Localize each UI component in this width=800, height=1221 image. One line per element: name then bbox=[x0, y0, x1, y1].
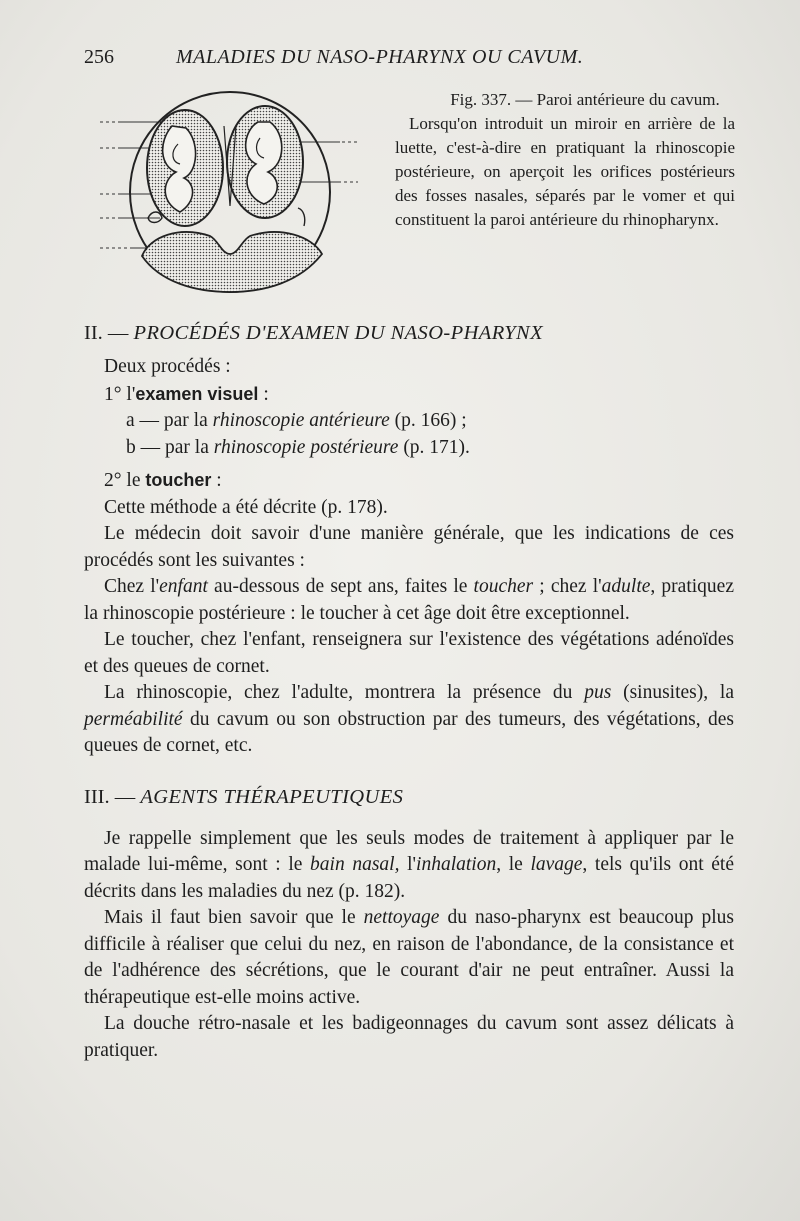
procedure-2-method: Cette méthode a été décrite (p. 178). bbox=[104, 496, 388, 518]
main-text bbox=[84, 318, 734, 1064]
section-title-2: PROCÉDÉS D'EXAMEN DU NASO-PHARYNX bbox=[133, 322, 544, 344]
figure-caption bbox=[395, 88, 735, 232]
paragraph-treatments: Je rappelle simplement que les seuls modes de traitement à appliquer par le malade lui-même, sont : le bain nasal, l'inhalation, le lavage, tels qu'ils ont été décrits dans les maladies du nez (p. 182). bbox=[84, 827, 734, 902]
figure-caption-title: Fig. 337. — Paroi antérieure du cavum. bbox=[450, 90, 720, 109]
procedure-1b: b — par la rhinoscopie postérieure (p. 171). bbox=[126, 436, 470, 458]
procedure-1: 1° l'examen visuel : bbox=[104, 383, 269, 405]
paragraph-child-adult: Chez l'enfant au-dessous de sept ans, faites le toucher ; chez l'adulte, pratiquez la rhinoscopie postérieure : le toucher à cet âge doit être exceptionnel. bbox=[84, 576, 734, 624]
page-number: 256 bbox=[84, 46, 114, 68]
paragraph-touch-child: Le toucher, chez l'enfant, renseignera sur l'existence des végétations adénoïdes et des queues de cornet. bbox=[84, 629, 734, 677]
page-header bbox=[84, 46, 740, 76]
paragraph-douche: La douche rétro-nasale et les badigeonnages du cavum sont assez délicats à pratiquer. bbox=[84, 1013, 734, 1061]
procedure-1a: a — par la rhinoscopie antérieure (p. 166) ; bbox=[126, 410, 467, 431]
left-choana bbox=[147, 110, 223, 226]
section-heading-2 bbox=[84, 318, 734, 348]
soft-palate bbox=[142, 232, 322, 292]
procedure-2: 2° le toucher : bbox=[104, 470, 222, 491]
paragraph-indications: Le médecin doit savoir d'une manière générale, que les indications de ces procédés sont les suivantes : bbox=[84, 523, 734, 571]
section-number-3: III. — bbox=[84, 785, 136, 808]
running-title: MALADIES DU NASO-PHARYNX OU CAVUM. bbox=[176, 46, 584, 68]
figure-cavum-diagram bbox=[100, 86, 360, 296]
procedures-intro: Deux procédés : bbox=[104, 356, 231, 377]
right-choana bbox=[227, 106, 303, 218]
section-number-2: II. — bbox=[84, 322, 129, 344]
paragraph-cleaning: Mais il faut bien savoir que le nettoyage du naso-pharynx est beaucoup plus difficile à réaliser que celui du nez, en raison de l'abondance, de la consistance et de l'adhérence des sécrétions, que le courant d'air ne peut entraîner. Aussi la thérapeutique est-elle moins active. bbox=[84, 907, 734, 1008]
paragraph-rhinoscopy-adult: La rhinoscopie, chez l'adulte, montrera la présence du pus (sinusites), la perméabilité du cavum ou son obstruction par des tumeurs, des végétations, des queues de cornet, etc. bbox=[84, 682, 734, 756]
section-heading-3 bbox=[84, 782, 734, 812]
figure-caption-text: Lorsqu'on introduit un miroir en arrière de la luette, c'est-à-dire en pratiquant la rhinoscopie postérieure, on aperçoit les orifices postérieurs des fosses nasales, séparés par le vomer et qui constituent la paroi antérieure du rhinopharynx. bbox=[395, 114, 735, 229]
section-title-3: AGENTS THÉRAPEUTIQUES bbox=[140, 785, 404, 808]
